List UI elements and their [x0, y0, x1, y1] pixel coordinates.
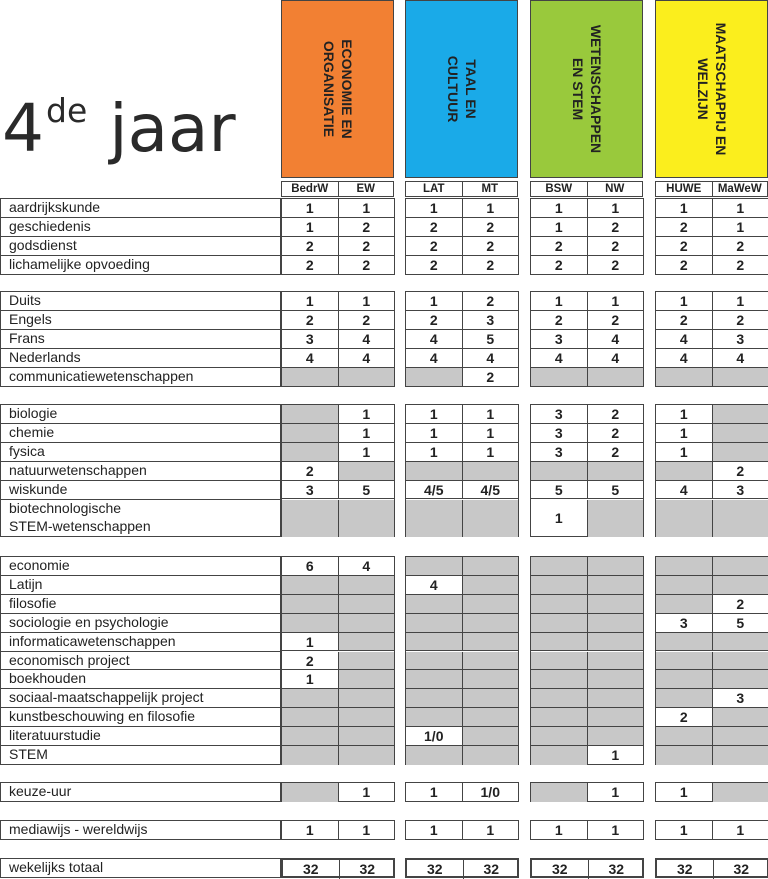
hours-cell: 1 — [736, 822, 745, 838]
empty-cell — [588, 727, 644, 746]
hours-cell: 1 — [713, 292, 768, 311]
empty-cell — [713, 500, 768, 538]
empty-cell — [531, 746, 588, 765]
empty-cell — [282, 424, 339, 443]
empty-cell — [282, 614, 339, 633]
hours-cell: 1 — [362, 822, 371, 838]
hours-cell: 3 — [713, 481, 768, 500]
hours-cell: 1 — [656, 821, 713, 840]
hours-cell: 2 — [362, 256, 371, 273]
subject-label: wiskunde — [9, 480, 68, 497]
hours-cell: 2 — [406, 311, 463, 330]
subject-label: keuze-uur — [9, 783, 72, 799]
empty-cell — [282, 368, 339, 387]
hours-cell: 3 — [656, 614, 713, 633]
subject-label: filosofie — [9, 594, 57, 611]
empty-cell — [463, 689, 519, 708]
hours-cell: 5 — [713, 614, 768, 633]
hours-cell: 2 — [406, 237, 463, 256]
hours-cell: 3 — [713, 689, 768, 708]
empty-cell — [463, 595, 519, 614]
empty-cell — [339, 595, 395, 614]
empty-cell — [656, 368, 713, 387]
empty-cell — [282, 708, 339, 727]
subject-label: geschiedenis — [9, 217, 91, 234]
empty-cell — [588, 689, 644, 708]
empty-cell — [713, 424, 768, 443]
hours-cell: 2 — [656, 311, 713, 330]
hours-cell: 1 — [339, 405, 395, 424]
empty-cell — [282, 727, 339, 746]
hours-cell: 1 — [611, 784, 620, 800]
hours-cell: 2 — [282, 256, 339, 275]
empty-cell — [531, 708, 588, 727]
hours-cell: 1 — [656, 443, 713, 462]
hours-cell: 4 — [588, 330, 644, 349]
empty-cell — [588, 500, 644, 538]
hours-cell: 4 — [656, 481, 713, 500]
hours-cell: 2 — [531, 237, 588, 256]
hours-cell: 2 — [406, 256, 463, 275]
hours-cell: 2 — [282, 311, 339, 330]
hours-cell: 1 — [362, 784, 371, 800]
hours-cell: 4 — [406, 349, 463, 368]
hours-cell: 1 — [463, 405, 519, 424]
subject-label: informaticawetenschappen — [9, 632, 176, 649]
hours-cell: 4 — [406, 330, 463, 349]
empty-cell — [339, 689, 395, 708]
empty-cell — [282, 689, 339, 708]
empty-cell — [463, 746, 519, 765]
subject-label: sociologie en psychologie — [9, 613, 169, 630]
hours-cell: 3 — [531, 424, 588, 443]
hours-cell: 2 — [588, 311, 644, 330]
hours-cell: 1 — [406, 821, 463, 840]
hours-cell: 6 — [282, 557, 339, 576]
column-header: LAT — [405, 181, 463, 197]
hours-cell: 2 — [463, 218, 519, 237]
empty-cell — [406, 500, 463, 538]
empty-cell — [282, 783, 339, 802]
empty-cell — [282, 443, 339, 462]
subject-label: literatuurstudie — [9, 727, 101, 744]
empty-cell — [463, 557, 519, 576]
hours-cell: 4 — [406, 576, 463, 595]
hours-cell: 32 — [359, 861, 376, 877]
subject-label: natuurwetenschappen — [9, 461, 147, 478]
domain-name: WETENSCHAPPEN EN STEM — [569, 24, 604, 154]
domain-header-2 — [405, 0, 518, 178]
hours-cell: 3 — [531, 405, 588, 424]
empty-cell — [339, 500, 395, 538]
title-word: jaar — [109, 90, 236, 167]
hours-cell: 32 — [407, 860, 464, 879]
empty-cell — [713, 443, 768, 462]
hours-cell: 1 — [486, 822, 495, 838]
hours-cell: 1 — [656, 783, 713, 802]
empty-cell — [339, 746, 395, 765]
hours-cell: 1 — [339, 199, 395, 218]
hours-cell: 2 — [588, 237, 644, 256]
empty-cell — [588, 557, 644, 576]
hours-cell: 4 — [339, 557, 395, 576]
empty-cell — [531, 783, 588, 802]
empty-cell — [713, 783, 768, 802]
hours-cell: 1 — [531, 500, 588, 538]
subject-label: sociaal-maatschappelijk project — [9, 689, 204, 706]
empty-cell — [588, 595, 644, 614]
hours-cell: 1 — [463, 443, 519, 462]
hours-cell: 1 — [406, 199, 463, 218]
subject-label: STEM — [9, 746, 48, 762]
hours-cell: 5 — [463, 330, 519, 349]
empty-cell — [282, 746, 339, 765]
hours-cell: 4 — [531, 349, 588, 368]
subject-label: chemie — [9, 423, 55, 440]
empty-cell — [713, 557, 768, 576]
hours-cell: 1 — [611, 747, 620, 763]
hours-cell: 3 — [713, 330, 768, 349]
hours-cell: 1 — [463, 424, 519, 443]
hours-cell: 1 — [656, 292, 713, 311]
hours-cell: 32 — [532, 860, 589, 879]
subject-label: lichamelijke opvoeding — [9, 255, 150, 272]
hours-cell: 1 — [463, 199, 519, 218]
hours-cell: 1 — [282, 199, 339, 218]
hours-cell: 4 — [588, 349, 644, 368]
empty-cell — [463, 727, 519, 746]
empty-cell — [656, 652, 713, 671]
domain-name: MAATSCHAPPIJ EN WELZIJN — [694, 22, 729, 156]
subject-label: boekhouden — [9, 670, 87, 687]
hours-cell: 1 — [282, 821, 339, 840]
subject-label: biologie — [9, 405, 58, 421]
domain-header-1 — [281, 0, 394, 178]
hours-cell: 1 — [713, 199, 768, 218]
hours-cell: 2 — [282, 237, 339, 256]
page-title — [2, 90, 236, 167]
empty-cell — [339, 708, 395, 727]
empty-cell — [713, 652, 768, 671]
empty-cell — [406, 652, 463, 671]
empty-cell — [656, 689, 713, 708]
hours-cell: 3 — [282, 481, 339, 500]
empty-cell — [463, 614, 519, 633]
hours-cell: 4 — [656, 330, 713, 349]
hours-cell: 3 — [531, 443, 588, 462]
hours-cell: 2 — [339, 311, 395, 330]
empty-cell — [339, 727, 395, 746]
hours-cell: 3 — [282, 330, 339, 349]
empty-cell — [406, 614, 463, 633]
title-superscript: de — [46, 91, 88, 130]
hours-cell: 2 — [406, 218, 463, 237]
empty-cell — [282, 500, 339, 538]
hours-cell: 1 — [588, 199, 644, 218]
empty-cell — [656, 746, 713, 765]
empty-cell — [531, 557, 588, 576]
empty-cell — [588, 462, 644, 481]
hours-cell: 1 — [282, 670, 339, 689]
hours-cell: 1 — [406, 783, 463, 802]
hours-cell: 1 — [339, 424, 395, 443]
subject-label: godsdienst — [9, 236, 77, 253]
empty-cell — [406, 708, 463, 727]
empty-cell — [531, 652, 588, 671]
column-header: NW — [587, 181, 644, 197]
empty-cell — [531, 368, 588, 387]
empty-cell — [713, 405, 768, 424]
hours-cell: 2 — [463, 292, 519, 311]
hours-cell: 2 — [588, 424, 644, 443]
empty-cell — [656, 576, 713, 595]
subject-label: biotechnologische — [9, 499, 122, 516]
empty-cell — [282, 595, 339, 614]
empty-cell — [531, 462, 588, 481]
empty-cell — [713, 368, 768, 387]
empty-cell — [406, 462, 463, 481]
hours-cell: 1 — [531, 199, 588, 218]
hours-cell: 1 — [656, 199, 713, 218]
empty-cell — [588, 633, 644, 652]
hours-cell: 1 — [611, 822, 620, 838]
hours-cell: 1/0 — [406, 727, 463, 746]
empty-cell — [588, 670, 644, 689]
empty-cell — [656, 727, 713, 746]
hours-cell: 4/5 — [406, 481, 463, 500]
hours-cell: 32 — [657, 860, 714, 879]
hours-cell: 1 — [406, 292, 463, 311]
subject-label: Frans — [9, 329, 45, 346]
hours-cell: 5 — [588, 481, 644, 500]
column-header: EW — [338, 181, 395, 197]
hours-cell: 2 — [339, 237, 395, 256]
empty-cell — [656, 595, 713, 614]
empty-cell — [531, 633, 588, 652]
empty-cell — [588, 576, 644, 595]
empty-cell — [406, 595, 463, 614]
empty-cell — [339, 652, 395, 671]
empty-cell — [463, 500, 519, 538]
subject-label: economie — [9, 557, 70, 573]
hours-cell: 2 — [531, 311, 588, 330]
empty-cell — [406, 670, 463, 689]
hours-cell: 1 — [656, 424, 713, 443]
empty-cell — [531, 595, 588, 614]
hours-cell: 2 — [736, 256, 745, 273]
hours-cell: 1 — [339, 292, 395, 311]
hours-cell: 1 — [282, 218, 339, 237]
empty-cell — [588, 708, 644, 727]
empty-cell — [463, 462, 519, 481]
empty-cell — [463, 708, 519, 727]
hours-cell: 32 — [283, 860, 340, 879]
subject-label: Nederlands — [9, 348, 81, 365]
hours-cell: 2 — [656, 256, 713, 275]
hours-cell: 2 — [713, 595, 768, 614]
column-header: MT — [462, 181, 519, 197]
hours-cell: 5 — [531, 481, 588, 500]
subject-label: wekelijks totaal — [9, 859, 104, 875]
hours-cell: 2 — [463, 237, 519, 256]
domain-header-4 — [655, 0, 768, 178]
hours-cell: 4 — [339, 349, 395, 368]
hours-cell: 1 — [282, 633, 339, 652]
empty-cell — [282, 405, 339, 424]
hours-cell: 2 — [339, 218, 395, 237]
empty-cell — [656, 633, 713, 652]
subject-label: mediawijs - wereldwijs — [9, 821, 148, 837]
hours-cell: 1/0 — [480, 784, 500, 800]
column-header: BSW — [530, 181, 588, 197]
hours-cell: 4 — [713, 349, 768, 368]
empty-cell — [656, 462, 713, 481]
hours-cell: 2 — [588, 218, 644, 237]
subject-label: fysica — [9, 442, 45, 459]
empty-cell — [406, 557, 463, 576]
empty-cell — [531, 727, 588, 746]
hours-cell: 32 — [608, 861, 625, 877]
hours-cell: 1 — [588, 292, 644, 311]
hours-cell: 2 — [713, 462, 768, 481]
empty-cell — [339, 633, 395, 652]
hours-cell: 2 — [486, 256, 495, 273]
empty-cell — [588, 652, 644, 671]
hours-cell: 4 — [656, 349, 713, 368]
hours-cell: 1 — [656, 405, 713, 424]
empty-cell — [339, 462, 395, 481]
hours-cell: 2 — [588, 443, 644, 462]
subject-label: Latijn — [9, 575, 43, 592]
hours-cell: 1 — [406, 424, 463, 443]
subject-label: STEM-wetenschappen — [9, 518, 151, 535]
hours-cell: 4 — [282, 349, 339, 368]
hours-cell: 1 — [406, 443, 463, 462]
hours-cell: 2 — [656, 218, 713, 237]
empty-cell — [588, 614, 644, 633]
empty-cell — [463, 576, 519, 595]
empty-cell — [713, 708, 768, 727]
hours-cell: 1 — [713, 218, 768, 237]
hours-cell: 1 — [282, 292, 339, 311]
subject-label: kunstbeschouwing en filosofie — [9, 708, 196, 725]
empty-cell — [463, 670, 519, 689]
empty-cell — [406, 633, 463, 652]
subject-label: Engels — [9, 310, 52, 327]
empty-cell — [406, 746, 463, 765]
empty-cell — [713, 746, 768, 765]
hours-cell: 2 — [656, 237, 713, 256]
subject-label: Duits — [9, 292, 41, 308]
hours-cell: 4 — [339, 330, 395, 349]
empty-cell — [656, 557, 713, 576]
domain-header-3 — [530, 0, 643, 178]
hours-cell: 1 — [531, 821, 588, 840]
hours-cell: 1 — [339, 443, 395, 462]
empty-cell — [656, 670, 713, 689]
empty-cell — [531, 689, 588, 708]
empty-cell — [588, 368, 644, 387]
empty-cell — [463, 652, 519, 671]
empty-cell — [713, 670, 768, 689]
empty-cell — [339, 368, 395, 387]
hours-cell: 1 — [406, 405, 463, 424]
hours-cell: 2 — [282, 462, 339, 481]
subject-label: aardrijkskunde — [9, 199, 101, 215]
empty-cell — [713, 727, 768, 746]
domain-name: ECONOMIE EN ORGANISATIE — [320, 39, 355, 139]
hours-cell: 3 — [463, 311, 519, 330]
column-header: MaWeW — [712, 181, 768, 197]
hours-cell: 5 — [339, 481, 395, 500]
empty-cell — [339, 614, 395, 633]
hours-cell: 2 — [282, 652, 339, 671]
empty-cell — [339, 670, 395, 689]
empty-cell — [531, 576, 588, 595]
subject-label: communicatiewetenschappen — [9, 367, 194, 384]
hours-cell: 1 — [531, 218, 588, 237]
empty-cell — [339, 576, 395, 595]
empty-cell — [656, 500, 713, 538]
domain-name: TAAL EN CULTUUR — [444, 55, 479, 123]
hours-cell: 32 — [483, 861, 500, 877]
hours-cell: 2 — [611, 256, 620, 273]
empty-cell — [713, 633, 768, 652]
hours-cell: 4 — [463, 349, 519, 368]
column-header: HUWE — [655, 181, 713, 197]
empty-cell — [531, 670, 588, 689]
hours-cell: 2 — [713, 237, 768, 256]
hours-cell: 2 — [588, 405, 644, 424]
empty-cell — [463, 633, 519, 652]
hours-cell: 2 — [713, 311, 768, 330]
hours-cell: 2 — [531, 256, 588, 275]
hours-cell: 1 — [531, 292, 588, 311]
empty-cell — [282, 576, 339, 595]
empty-cell — [406, 368, 463, 387]
hours-cell: 2 — [656, 708, 713, 727]
hours-cell: 32 — [733, 861, 750, 877]
subject-label: economisch project — [9, 651, 130, 668]
hours-cell: 3 — [531, 330, 588, 349]
hours-cell: 4/5 — [463, 481, 519, 500]
column-header: BedrW — [281, 181, 339, 197]
empty-cell — [713, 576, 768, 595]
hours-cell: 2 — [486, 368, 495, 385]
title-number: 4 — [2, 90, 44, 167]
empty-cell — [531, 614, 588, 633]
empty-cell — [406, 689, 463, 708]
